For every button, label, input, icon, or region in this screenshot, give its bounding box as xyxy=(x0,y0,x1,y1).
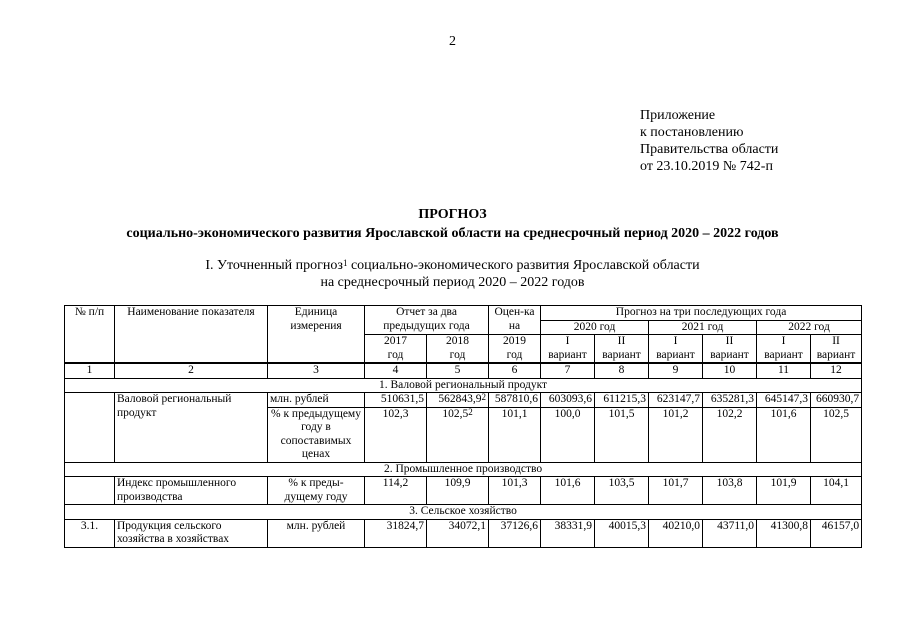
cell-value: 611215,3 xyxy=(595,393,649,408)
header-v1-2020: I xyxy=(541,335,595,349)
footnote-mark: 1 xyxy=(342,258,348,268)
section-heading: 3. Сельское хозяйство xyxy=(65,505,862,520)
header-god-2017: год xyxy=(365,349,427,364)
cell-value: 40015,3 xyxy=(595,519,649,547)
section-row-2 xyxy=(65,462,862,477)
header-v2-2022: II xyxy=(811,335,862,349)
cell-value-text: 562843,9 xyxy=(438,393,482,405)
cell-value: 635281,3 xyxy=(703,393,757,408)
header-2022: 2022 год xyxy=(757,320,862,335)
header-variant: вариант xyxy=(811,349,862,364)
appendix-block xyxy=(640,107,778,175)
header-god-2018: год xyxy=(427,349,489,364)
cell-value: 100,0 xyxy=(541,407,595,462)
forecast-table xyxy=(64,305,862,548)
header-num: № п/п xyxy=(65,306,115,364)
cell-name: Валовой региональный продукт xyxy=(115,393,268,463)
col-number: 6 xyxy=(489,363,541,378)
header-unit: Единица измерения xyxy=(268,306,365,364)
document-title xyxy=(0,205,905,243)
header-name: Наименование показателя xyxy=(115,306,268,364)
cell-value: 623147,7 xyxy=(649,393,703,408)
cell-value: 114,2 xyxy=(365,477,427,505)
header-forecast: Прогноз на три последующих года xyxy=(541,306,862,321)
title-line-2: социально-экономического развития Ярославской области на среднесрочный период 2020 – 2022 годов xyxy=(126,226,779,241)
header-v2-2020: II xyxy=(595,335,649,349)
footnote-mark: 2 xyxy=(468,406,473,417)
cell-value: 38331,9 xyxy=(541,519,595,547)
cell-value: 101,1 xyxy=(489,407,541,462)
page-number: 2 xyxy=(449,34,456,49)
cell-value: 101,2 xyxy=(649,407,703,462)
subtitle-text-b: социально-экономического развития Ярославской области xyxy=(347,258,700,273)
header-v2-2021: II xyxy=(703,335,757,349)
section-heading: 1. Валовой региональный продукт xyxy=(65,378,862,393)
header-2021: 2021 год xyxy=(649,320,757,335)
cell-value: 102,2 xyxy=(703,407,757,462)
header-2020: 2020 год xyxy=(541,320,649,335)
cell-value: 102,3 xyxy=(365,407,427,462)
header-2019: 2019 xyxy=(489,335,541,349)
cell-value: 101,6 xyxy=(541,477,595,505)
col-number: 11 xyxy=(757,363,811,378)
col-number: 5 xyxy=(427,363,489,378)
col-number: 8 xyxy=(595,363,649,378)
table-row-ipp xyxy=(65,477,862,505)
header-v1-2022: I xyxy=(757,335,811,349)
cell-num xyxy=(65,477,115,505)
cell-value: 645147,3 xyxy=(757,393,811,408)
cell-unit: % к преды-дущему году xyxy=(268,477,365,505)
cell-value: 510631,5 xyxy=(365,393,427,408)
cell-value: 109,9 xyxy=(427,477,489,505)
header-report: Отчет за два предыдущих года xyxy=(365,306,489,335)
cell-value: 101,6 xyxy=(757,407,811,462)
cell-value: 101,5 xyxy=(595,407,649,462)
col-number: 9 xyxy=(649,363,703,378)
appendix-line-2: к постановлению xyxy=(640,125,744,140)
header-variant: вариант xyxy=(703,349,757,364)
section-row-1 xyxy=(65,378,862,393)
col-number: 7 xyxy=(541,363,595,378)
section-heading: 2. Промышленное производство xyxy=(65,462,862,477)
cell-value: 46157,0 xyxy=(811,519,862,547)
col-number: 12 xyxy=(811,363,862,378)
cell-num: 3.1. xyxy=(65,519,115,547)
cell-value: 660930,7 xyxy=(811,393,862,408)
subtitle-line-2: на среднесрочный период 2020 – 2022 годов xyxy=(320,275,585,290)
section-subtitle xyxy=(0,257,905,291)
cell-name: Индекс промышленного производства xyxy=(115,477,268,505)
header-variant: вариант xyxy=(649,349,703,364)
col-number: 1 xyxy=(65,363,115,378)
cell-num xyxy=(65,393,115,463)
cell-unit: млн. рублей xyxy=(268,519,365,547)
table-row-agri xyxy=(65,519,862,547)
header-variant: вариант xyxy=(757,349,811,364)
header-variant: вариант xyxy=(541,349,595,364)
subtitle-line-1 xyxy=(0,257,905,274)
cell-value: 101,9 xyxy=(757,477,811,505)
cell-value: 34072,1 xyxy=(427,519,489,547)
col-number: 3 xyxy=(268,363,365,378)
header-v1-2021: I xyxy=(649,335,703,349)
cell-value xyxy=(427,393,489,408)
cell-value: 103,8 xyxy=(703,477,757,505)
cell-value: 31824,7 xyxy=(365,519,427,547)
cell-value: 587810,6 xyxy=(489,393,541,408)
appendix-line-1: Приложение xyxy=(640,108,716,123)
column-numbers-row xyxy=(65,363,862,378)
header-row-1 xyxy=(65,306,862,321)
cell-value: 41300,8 xyxy=(757,519,811,547)
cell-value xyxy=(427,407,489,462)
header-estimate: Оцен-ка на xyxy=(489,306,541,335)
cell-value: 102,5 xyxy=(811,407,862,462)
header-god-2019: год xyxy=(489,349,541,364)
col-number: 2 xyxy=(115,363,268,378)
cell-value-text: 102,5 xyxy=(442,407,469,420)
subtitle-text-a: I. Уточненный прогноз xyxy=(205,258,343,273)
cell-value: 103,5 xyxy=(595,477,649,505)
appendix-line-3: Правительства области xyxy=(640,142,779,157)
header-2018: 2018 xyxy=(427,335,489,349)
footnote-mark: 2 xyxy=(481,392,487,402)
cell-value: 43711,0 xyxy=(703,519,757,547)
title-line-1: ПРОГНОЗ xyxy=(418,207,487,222)
cell-value: 104,1 xyxy=(811,477,862,505)
cell-name: Продукция сельского хозяйства в хозяйствах xyxy=(115,519,268,547)
appendix-line-4: от 23.10.2019 № 742-п xyxy=(640,159,773,174)
col-number: 4 xyxy=(365,363,427,378)
cell-value: 101,7 xyxy=(649,477,703,505)
section-row-3 xyxy=(65,505,862,520)
col-number: 10 xyxy=(703,363,757,378)
cell-value: 37126,6 xyxy=(489,519,541,547)
cell-value: 603093,6 xyxy=(541,393,595,408)
header-2017: 2017 xyxy=(365,335,427,349)
cell-value: 101,3 xyxy=(489,477,541,505)
cell-value: 40210,0 xyxy=(649,519,703,547)
header-variant: вариант xyxy=(595,349,649,364)
cell-unit: млн. рублей xyxy=(268,393,365,408)
cell-unit: % к предыдущему году в сопоставимых ценах xyxy=(268,407,365,462)
table-row-grp-1 xyxy=(65,393,862,408)
